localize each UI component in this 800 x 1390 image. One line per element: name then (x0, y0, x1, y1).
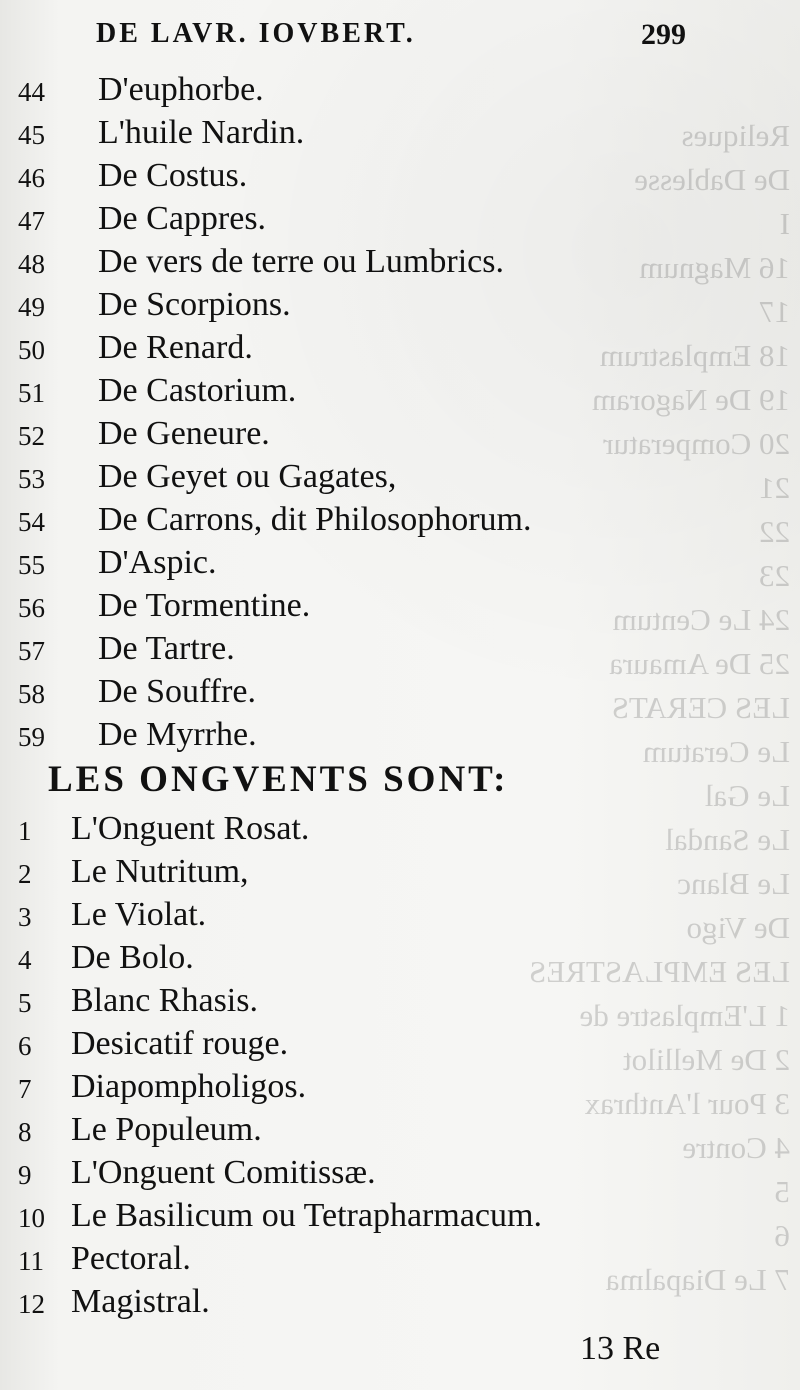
item-number: 54 (18, 507, 45, 537)
item-number: 51 (18, 378, 45, 408)
list-item (0, 455, 700, 498)
item-text: De Carrons, dit Philosophorum. (98, 501, 532, 538)
list-item (0, 541, 700, 584)
item-text: De Costus. (98, 157, 248, 194)
section-heading: LES ONGVENTS SONT: (48, 759, 509, 800)
show-through-text: Reliques De Dablesse I 16 Magnum 17 18 Emplastrum 19 De Nagoram 20 Comperatur 21 22 23 24 Le Centum 25 De Amaura LES CERATS Le Ceratum Le Gal Le Sandal Le Blanc De Vigo LES EMPLASTRES 1 L'Emplastre de 2 De Mellilot 3 Pour l'Anthrax 4 Contre 5 6 7 Le Diapalma (529, 118, 790, 1297)
running-head: DE LAVR. IOVBERT. (96, 18, 416, 49)
item-text: Diapompholigos. (71, 1068, 307, 1105)
item-text: D'euphorbe. (98, 71, 264, 108)
item-text: De Castorium. (98, 372, 297, 409)
page-number: 299 (641, 18, 686, 51)
item-number: 2 (18, 859, 32, 889)
item-text: Le Nutritum, (71, 853, 249, 890)
item-number: 50 (18, 335, 45, 365)
item-text: De Renard. (98, 329, 253, 366)
item-text: Magistral. (71, 1283, 210, 1320)
catchword: 13 Re (580, 1330, 661, 1367)
list-item (0, 713, 700, 756)
item-number: 9 (18, 1160, 32, 1190)
item-number: 49 (18, 292, 45, 322)
item-text: L'huile Nardin. (98, 114, 305, 151)
item-number: 57 (18, 636, 45, 666)
list-item (0, 850, 700, 893)
item-number: 6 (18, 1031, 32, 1061)
item-number: 44 (18, 77, 45, 107)
item-number: 12 (18, 1289, 45, 1319)
item-number: 1 (18, 816, 32, 846)
item-number: 59 (18, 722, 45, 752)
item-text: De Souffre. (98, 673, 256, 710)
list-item (0, 979, 700, 1022)
item-number: 46 (18, 163, 45, 193)
list-item (0, 1280, 700, 1323)
item-number: 11 (18, 1246, 44, 1276)
item-text: Le Violat. (71, 896, 207, 933)
item-text: De Scorpions. (98, 286, 291, 323)
ointment-list (0, 807, 700, 1323)
list-item (0, 627, 700, 670)
item-number: 3 (18, 902, 32, 932)
item-text: L'Onguent Rosat. (71, 810, 310, 847)
item-text: De Bolo. (71, 939, 194, 976)
item-number: 45 (18, 120, 45, 150)
item-text: Le Populeum. (71, 1111, 262, 1148)
item-text: De Geyet ou Gagates, (98, 458, 397, 495)
list-item (0, 68, 700, 111)
item-text: De Cappres. (98, 200, 267, 237)
list-item (0, 326, 700, 369)
item-number: 58 (18, 679, 45, 709)
item-text: De Tormentine. (98, 587, 311, 624)
oil-list (0, 68, 700, 756)
item-text: De Geneure. (98, 415, 270, 452)
list-item (0, 807, 700, 850)
list-item (0, 412, 700, 455)
list-item (0, 369, 700, 412)
item-text: De vers de terre ou Lumbrics. (98, 243, 504, 280)
list-item (0, 154, 700, 197)
item-text: Le Basilicum ou Tetrapharmacum. (71, 1197, 542, 1234)
list-item (0, 240, 700, 283)
list-item (0, 1151, 700, 1194)
list-item (0, 498, 700, 541)
item-number: 53 (18, 464, 45, 494)
list-item (0, 584, 700, 627)
list-item (0, 1108, 700, 1151)
item-number: 48 (18, 249, 45, 279)
list-item (0, 111, 700, 154)
item-number: 56 (18, 593, 45, 623)
item-number: 8 (18, 1117, 32, 1147)
page-header (96, 18, 686, 58)
item-number: 10 (18, 1203, 45, 1233)
list-item (0, 1022, 700, 1065)
list-item (0, 936, 700, 979)
list-item (0, 670, 700, 713)
item-number: 4 (18, 945, 32, 975)
item-text: De Myrrhe. (98, 716, 257, 753)
item-number: 55 (18, 550, 45, 580)
item-text: D'Aspic. (98, 544, 217, 581)
list-item (0, 283, 700, 326)
item-text: L'Onguent Comitissæ. (71, 1154, 376, 1191)
list-item (0, 1194, 700, 1237)
item-number: 5 (18, 988, 32, 1018)
list-item (0, 1065, 700, 1108)
list-item (0, 1237, 700, 1280)
item-text: Desicatif rouge. (71, 1025, 289, 1062)
item-number: 7 (18, 1074, 32, 1104)
item-text: Blanc Rhasis. (71, 982, 258, 1019)
item-text: Pectoral. (71, 1240, 191, 1277)
item-text: De Tartre. (98, 630, 235, 667)
list-item (0, 893, 700, 936)
item-number: 52 (18, 421, 45, 451)
list-item (0, 197, 700, 240)
item-number: 47 (18, 206, 45, 236)
